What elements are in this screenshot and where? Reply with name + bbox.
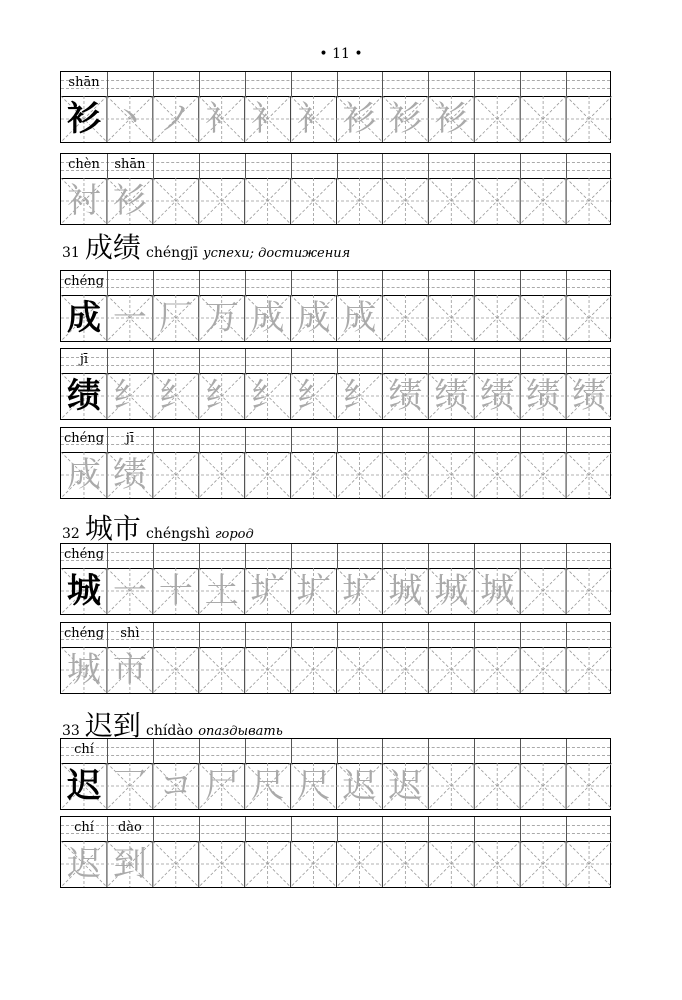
trace-character: 绩	[434, 376, 469, 416]
pinyin-label: chéng	[63, 626, 105, 641]
pinyin-label: chéng	[63, 547, 105, 562]
entry-pinyin: chéngjī	[146, 245, 198, 261]
trace-character: 绩	[526, 376, 561, 416]
writing-grid	[61, 568, 610, 614]
pinyin-label: jī	[79, 352, 89, 367]
pinyin-strip	[61, 72, 610, 97]
pinyin-label: chéng	[63, 431, 105, 446]
trace-character: 衤	[204, 99, 239, 139]
trace-character: コ	[158, 766, 193, 806]
model-character: 绩	[67, 376, 101, 416]
pinyin-strip	[61, 349, 610, 374]
trace-character: 衫	[112, 181, 147, 221]
practice-row	[60, 427, 611, 499]
practice-row	[60, 270, 611, 342]
trace-character: 万	[204, 298, 239, 338]
trace-character: 成	[296, 298, 331, 338]
model-character: 衫	[67, 99, 101, 139]
trace-character: 绩	[572, 376, 607, 416]
trace-character: 城	[388, 571, 423, 611]
trace-character: 城	[67, 650, 101, 690]
entry-hanzi: 成绩	[84, 231, 141, 264]
writing-grid	[61, 452, 610, 498]
writing-grid	[61, 295, 610, 341]
pinyin-label: chéng	[63, 274, 105, 289]
trace-character: 迟	[67, 844, 101, 884]
entry-hanzi: 迟到	[84, 709, 141, 742]
practice-row	[60, 348, 611, 420]
pinyin-label: chí	[74, 820, 94, 835]
writing-grid	[61, 178, 610, 224]
model-character: 迟	[67, 766, 101, 806]
vocab-entry-32	[62, 507, 254, 547]
trace-character: 尺	[250, 766, 285, 806]
trace-character: 尺	[296, 766, 331, 806]
entry-number: 31	[62, 245, 80, 261]
pinyin-strip	[61, 623, 610, 648]
trace-character: 一	[112, 571, 147, 611]
trace-character: 城	[434, 571, 469, 611]
writing-grid	[61, 763, 610, 809]
pinyin-strip	[61, 271, 610, 296]
pinyin-label: dào	[117, 820, 142, 835]
pinyin-label: shān	[114, 157, 146, 172]
pinyin-strip	[61, 739, 610, 764]
entry-number: 33	[62, 723, 80, 739]
practice-row	[60, 816, 611, 888]
model-character: 城	[67, 571, 101, 611]
trace-character: 成	[342, 298, 377, 338]
trace-character: 衫	[388, 99, 423, 139]
model-character: 成	[67, 298, 101, 338]
trace-character: 乛	[112, 766, 147, 806]
entry-translation: опаздывать	[198, 724, 283, 739]
trace-character: 城	[480, 571, 515, 611]
trace-character: 衫	[434, 99, 469, 139]
trace-character: 纟	[158, 376, 193, 416]
trace-character: 绩	[388, 376, 423, 416]
trace-character: 迟	[388, 766, 423, 806]
trace-character: 衬	[67, 181, 101, 221]
practice-row	[60, 543, 611, 615]
pinyin-label: chí	[74, 742, 94, 757]
writing-grid	[61, 373, 610, 419]
trace-character: 一	[112, 298, 147, 338]
practice-row	[60, 622, 611, 694]
pinyin-label: shì	[120, 626, 140, 641]
trace-character: ノ	[158, 99, 193, 139]
pinyin-strip	[61, 154, 610, 179]
trace-character: 到	[112, 844, 147, 884]
trace-character: 衫	[342, 99, 377, 139]
pinyin-label: chèn	[68, 157, 100, 172]
entry-translation: город	[214, 527, 254, 542]
practice-row	[60, 738, 611, 810]
practice-row	[60, 71, 611, 143]
trace-character: 圹	[250, 571, 285, 611]
trace-character: 市	[112, 650, 147, 690]
trace-character: 圹	[342, 571, 377, 611]
trace-character: 绩	[480, 376, 515, 416]
entry-hanzi: 城市	[84, 512, 141, 545]
vocab-entry-31	[62, 226, 350, 266]
trace-character: 纟	[250, 376, 285, 416]
trace-character: 纟	[342, 376, 377, 416]
writing-grid	[61, 96, 610, 142]
entry-number: 32	[62, 526, 80, 542]
pinyin-strip	[61, 428, 610, 453]
pinyin-label: jī	[125, 431, 134, 446]
writing-grid	[61, 841, 610, 887]
trace-character: 尸	[204, 766, 239, 806]
trace-character: 纟	[112, 376, 147, 416]
trace-character: 圹	[296, 571, 331, 611]
pinyin-strip	[61, 817, 610, 842]
trace-character: 成	[250, 298, 285, 338]
trace-character: 土	[204, 571, 239, 611]
trace-character: 十	[158, 571, 193, 611]
trace-character: 迟	[342, 766, 377, 806]
trace-character: 纟	[296, 376, 331, 416]
trace-character: 丶	[112, 99, 147, 139]
page-number: • 11 •	[319, 46, 363, 62]
trace-character: 厂	[158, 298, 193, 338]
trace-character: 绩	[112, 455, 147, 495]
trace-character: 纟	[204, 376, 239, 416]
entry-pinyin: chídào	[146, 723, 194, 739]
entry-translation: успехи; достижения	[203, 246, 351, 261]
pinyin-label: shān	[68, 75, 100, 90]
trace-character: 衤	[250, 99, 285, 139]
pinyin-strip	[61, 544, 610, 569]
trace-character: 衤	[296, 99, 331, 139]
practice-row	[60, 153, 611, 225]
entry-pinyin: chéngshì	[146, 526, 210, 542]
writing-grid	[61, 647, 610, 693]
trace-character: 成	[67, 455, 101, 495]
